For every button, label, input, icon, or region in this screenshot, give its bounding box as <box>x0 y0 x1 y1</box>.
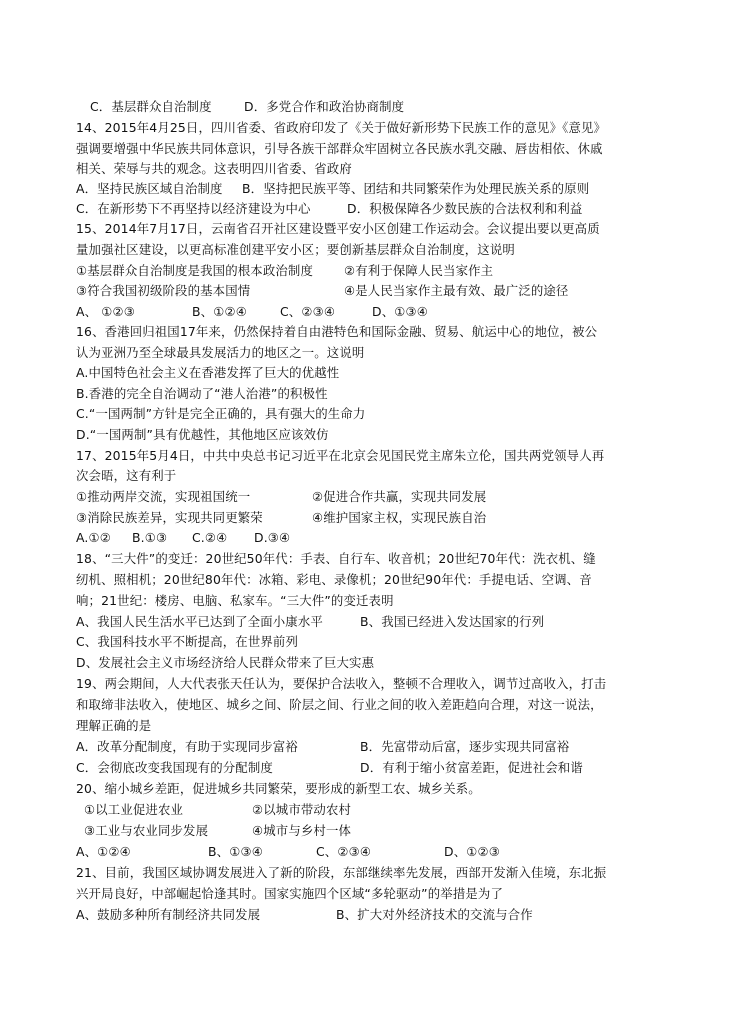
q18-stem-line-3: 响；21世纪：楼房、电脑、私家车。“三大件”的变迁表明 <box>76 593 394 608</box>
q14-option-b: B．坚持把民族平等、团结和共同繁荣作为处理民族关系的原则 <box>242 181 590 196</box>
q15-stem-line-2: 量加强社区建设，以更高标准创建平安小区；要创新基层群众自治制度，这说明 <box>76 242 515 257</box>
q17-option-b: B.①③ <box>132 530 168 545</box>
q20-statement-4: ④城市与乡村一体 <box>252 823 352 838</box>
q16-stem-line-2: 认为亚洲乃至全球最具发展活力的地区之一。这说明 <box>76 345 365 360</box>
q17-statement-3: ③消除民族差异，实现共同更繁荣 <box>76 510 263 525</box>
q21-stem-line-2: 兴开局良好，中部崛起恰逢其时。国家实施四个区域“多轮驱动”的举措是为了 <box>76 886 503 901</box>
q15-option-c: C、②③④ <box>280 304 336 319</box>
q14-option-d: D．积极保障各少数民族的合法权利和利益 <box>347 201 583 216</box>
q14-stem-line-2: 强调要增强中华民族共同体意识，引导各族干部群众牢固树立各民族水乳交融、唇齿相依、休戚 <box>76 141 603 156</box>
q17-statement-1: ①推动两岸交流，实现祖国统一 <box>76 489 251 504</box>
q15-option-a: A、 ①②③ <box>76 304 136 319</box>
q15-statement-1: ①基层群众自治制度是我国的根本政治制度 <box>76 263 313 278</box>
q15-option-d: D、①③④ <box>372 304 429 319</box>
q16-option-d: D.“一国两制”具有优越性，其他地区应该效仿 <box>76 427 329 442</box>
q18-option-b: B、我国已经进入发达国家的行列 <box>360 614 545 629</box>
q21-option-a: A、鼓励多种所有制经济共同发展 <box>76 907 261 922</box>
q19-option-a: A．改革分配制度，有助于实现同步富裕 <box>76 739 298 754</box>
q18-stem-line-1: 18、“三大件”的变迁：20世纪50年代：手表、自行车、收音机；20世纪70年代：洗衣机、缝 <box>76 551 596 566</box>
q15-statement-3: ③符合我国初级阶段的基本国情 <box>76 283 251 298</box>
q20-option-c: C、②③④ <box>316 844 372 859</box>
q20-statement-2: ②以城市带动农村 <box>252 802 352 817</box>
q20-option-a: A、①②④ <box>76 844 131 859</box>
q20-statement-3: ③工业与农业同步发展 <box>84 823 209 838</box>
q16-option-c: C.“一国两制”方针是完全正确的，具有强大的生命力 <box>76 406 366 421</box>
q17-option-a: A.①② <box>76 530 112 545</box>
q21-stem-line-1: 21、目前，我国区域协调发展进入了新的阶段，东部继续率先发展，西部开发渐入佳境，东北振 <box>76 865 607 880</box>
q18-option-d: D、发展社会主义市场经济给人民群众带来了巨大实惠 <box>76 655 375 670</box>
q20-option-b: B、①③④ <box>208 844 263 859</box>
q13-option-d: D．多党合作和政治协商制度 <box>244 99 405 114</box>
q14-stem-line-3: 相关、荣辱与共的观念。这表明四川省委、省政府 <box>76 161 352 176</box>
q15-option-b: B、①②④ <box>192 304 247 319</box>
q19-option-c: C．会彻底改变我国现有的分配制度 <box>76 760 273 775</box>
q14-stem-line-1: 14、2015年4月25日，四川省委、省政府印发了《关于做好新形势下民族工作的意见》《意见》 <box>76 120 607 135</box>
q17-option-d: D.③④ <box>254 530 291 545</box>
q20-option-d: D、①②③ <box>444 844 501 859</box>
q19-stem-line-2: 和取缔非法收入，使地区、城乡之间、阶层之间、行业之间的收入差距趋向合理，对这一说法， <box>76 697 603 712</box>
q20-statement-1: ①以工业促进农业 <box>84 802 184 817</box>
q18-stem-line-2: 纫机、照相机；20世纪80年代：冰箱、彩电、录像机；20世纪90年代：手提电话、空调、音 <box>76 572 592 587</box>
q19-stem-line-3: 理解正确的是 <box>76 718 152 733</box>
q17-option-c: C.②④ <box>192 530 228 545</box>
q19-stem-line-1: 19、两会期间，人大代表张天任认为，要保护合法收入，整顿不合理收入，调节过高收入，打击 <box>76 676 607 691</box>
q14-option-c: C．在新形势下不再坚持以经济建设为中心 <box>76 201 311 216</box>
q17-stem-line-2: 次会晤，这有利于 <box>76 468 177 483</box>
q15-stem-line-1: 15、2014年7月17日，云南省召开社区建设暨平安小区创建工作运动会。会议提出要以更高质 <box>76 221 600 236</box>
q19-option-d: D．有利于缩小贫富差距，促进社会和谐 <box>360 760 583 775</box>
q16-stem-line-1: 16、香港回归祖国17年来，仍然保持着自由港特色和国际金融、贸易、航运中心的地位，被公 <box>76 324 598 339</box>
q19-option-b: B．先富带动后富，逐步实现共同富裕 <box>360 739 570 754</box>
q14-option-a: A．坚持民族区域自治制度 <box>76 181 223 196</box>
q13-option-c: C．基层群众自治制度 <box>90 99 212 114</box>
q15-statement-4: ④是人民当家作主最有效、最广泛的途径 <box>344 283 569 298</box>
q18-option-a: A、我国人民生活水平已达到了全面小康水平 <box>76 614 323 629</box>
q16-option-b: B.香港的完全自治调动了“港人治港”的积极性 <box>76 386 328 401</box>
q15-statement-2: ②有利于保障人民当家作主 <box>344 263 494 278</box>
q21-option-b: B、扩大对外经济技术的交流与合作 <box>336 907 533 922</box>
q20-stem-line-1: 20、缩小城乡差距，促进城乡共同繁荣，要形成的新型工农、城乡关系。 <box>76 781 481 796</box>
q17-statement-4: ④维护国家主权，实现民族自治 <box>312 510 487 525</box>
q16-option-a: A.中国特色社会主义在香港发挥了巨大的优越性 <box>76 365 340 380</box>
q18-option-c: C、我国科技水平不断提高，在世界前列 <box>76 634 298 649</box>
q17-statement-2: ②促进合作共赢，实现共同发展 <box>312 489 487 504</box>
q17-stem-line-1: 17、2015年5月4日，中共中央总书记习近平在北京会见国民党主席朱立伦，国共两党领导人再 <box>76 448 605 463</box>
